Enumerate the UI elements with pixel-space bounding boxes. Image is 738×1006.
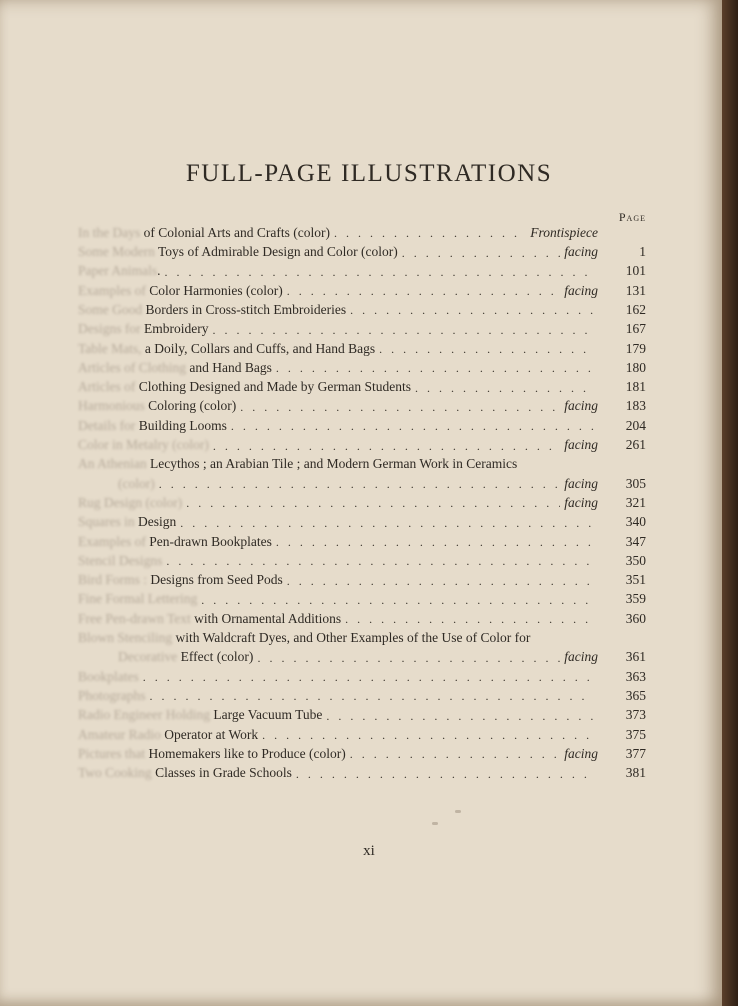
entry-title-continued — [78, 477, 155, 491]
entry-title-text: Lecythos ; an Arabian Tile ; and Modern German Work in Ceramics — [146, 456, 518, 472]
entry-title-faded: Paper Animals — [78, 263, 158, 279]
leader-dots — [296, 768, 594, 780]
entry-title-text: Color Harmonies (color) — [145, 282, 283, 298]
entry-title-faded: Stencil Designs — [78, 552, 163, 568]
entry-title — [78, 535, 272, 549]
leader-dots — [415, 382, 594, 394]
illustration-entry — [78, 490, 646, 509]
entry-title-faded: Table Mats, — [78, 340, 142, 356]
entry-title — [78, 631, 530, 645]
entry-title — [78, 515, 176, 529]
leader-dots — [350, 304, 594, 316]
entry-page-number: 162 — [625, 301, 646, 317]
entry-title — [78, 284, 283, 298]
entry-title-faded: In the Days — [78, 224, 141, 240]
entry-page-number: 363 — [625, 668, 646, 684]
entry-page-number: 373 — [625, 707, 646, 723]
entry-page-number: 347 — [625, 533, 646, 549]
illustration-entry — [78, 664, 646, 683]
paper-speck — [455, 810, 461, 813]
entry-title-faded: Designs for — [78, 321, 141, 337]
entry-title-text: and Hand Bags — [186, 359, 272, 375]
entry-page-number: 180 — [625, 359, 646, 375]
entry-title-text: a Doily, Collars and Cuffs, and Hand Bags — [141, 340, 376, 356]
leader-dots — [159, 478, 561, 490]
entry-title-faded: Pictures that — [78, 745, 146, 761]
entry-title — [78, 747, 346, 761]
entry-title — [78, 419, 227, 433]
leader-dots — [287, 575, 594, 587]
leader-dots — [165, 266, 595, 278]
illustration-entry-continued — [78, 471, 646, 490]
entry-title-faded: Radio Engineer Holding — [78, 707, 210, 723]
entry-title — [78, 264, 161, 278]
entry-facing: facing — [564, 649, 598, 665]
page-folio: xi — [363, 843, 375, 859]
leader-dots — [186, 497, 560, 509]
entry-title-faded: Examples of — [78, 533, 146, 549]
entry-facing: facing — [564, 244, 598, 260]
entry-page-number: 305 — [625, 475, 646, 491]
entry-title-faded: Bird Forms : — [78, 572, 148, 588]
entry-title-text: Toys of Admirable Design and Color (color) — [154, 244, 398, 260]
leader-dots — [166, 555, 594, 567]
entry-title — [78, 592, 197, 606]
illustration-entry — [78, 567, 646, 586]
entry-title — [78, 245, 398, 259]
entry-facing: facing — [564, 282, 598, 298]
leader-dots — [240, 401, 560, 413]
entry-page-number: 321 — [625, 494, 646, 510]
entry-page-number: 131 — [625, 282, 646, 298]
entry-title-text: with Ornamental Additions — [190, 610, 342, 626]
entry-facing: facing — [564, 494, 598, 510]
illustration-entry — [78, 452, 646, 471]
entry-title-faded: Some Good — [78, 301, 143, 317]
illustration-entry — [78, 548, 646, 567]
entry-title — [78, 708, 322, 722]
leader-dots — [287, 285, 561, 297]
leader-dots — [345, 613, 594, 625]
entry-title-text: Embroidery — [140, 321, 209, 337]
entry-page-number: 375 — [625, 726, 646, 742]
illustration-entry — [78, 355, 646, 374]
paper-speck — [432, 822, 438, 825]
entry-page-number: 167 — [625, 321, 646, 337]
entry-title — [78, 361, 272, 375]
leader-dots — [257, 652, 560, 664]
leader-dots — [180, 517, 594, 529]
entry-title-text: Borders in Cross-stitch Embroideries — [142, 301, 347, 317]
entry-title — [78, 303, 346, 317]
entry-title-continued — [78, 650, 253, 664]
entry-page-number: 1 — [639, 244, 646, 260]
entry-title-faded: Articles of — [78, 379, 136, 395]
entry-page-number: 351 — [625, 572, 646, 588]
entry-title — [78, 766, 292, 780]
illustration-entry — [78, 220, 646, 239]
entry-title — [78, 728, 258, 742]
entry-page-number: 381 — [625, 765, 646, 781]
entry-page-number: 183 — [625, 398, 646, 414]
entry-title-faded: Fine Formal Lettering — [78, 591, 198, 607]
illustration-entry — [78, 336, 646, 355]
entry-title-faded: Amateur Radio — [78, 726, 161, 742]
entry-title-faded: Free Pen-drawn Text — [78, 610, 191, 626]
entry-page-number: 350 — [625, 552, 646, 568]
entry-facing: facing — [564, 398, 598, 414]
entry-title — [78, 554, 162, 568]
entry-title-text: Design — [134, 514, 177, 530]
entry-continued-text: Effect (color) — [177, 649, 254, 665]
entry-page-number: 179 — [625, 340, 646, 356]
entry-facing: facing — [564, 475, 598, 491]
entry-title-text: Designs from Seed Pods — [147, 572, 283, 588]
entry-title-text: of Colonial Arts and Crafts (color) — [140, 224, 330, 240]
entry-title — [78, 380, 411, 394]
entry-continued-text: (color) — [118, 475, 155, 491]
entry-title-faded: Blown Stenciling — [78, 630, 173, 646]
illustration-entry — [78, 722, 646, 741]
illustration-entry — [78, 529, 646, 548]
leader-dots — [276, 536, 594, 548]
leader-dots — [262, 729, 594, 741]
entry-page-number: 181 — [625, 379, 646, 395]
illustration-entry-continued — [78, 645, 646, 664]
entry-facing: facing — [564, 437, 598, 453]
illustration-entry — [78, 741, 646, 760]
illustration-entry — [78, 606, 646, 625]
illustration-list — [78, 220, 646, 780]
leader-dots — [213, 440, 560, 452]
entry-title — [78, 670, 139, 684]
entry-title-text: Homemakers like to Produce (color) — [145, 745, 346, 761]
entry-title-faded: Some Modern — [78, 244, 155, 260]
entry-page-number: 261 — [625, 437, 646, 453]
entry-title — [78, 457, 517, 471]
entry-title — [78, 399, 236, 413]
illustration-entry — [78, 374, 646, 393]
illustration-entry — [78, 316, 646, 335]
entry-title-faded: Examples of — [78, 282, 146, 298]
entry-title-faded: Two Cooking — [78, 765, 152, 781]
illustration-entry — [78, 297, 646, 316]
entry-page-number: 340 — [625, 514, 646, 530]
leader-dots — [143, 671, 594, 683]
leader-dots — [402, 247, 560, 259]
entry-title-faded: Harmonious — [78, 398, 145, 414]
entry-page-number: 365 — [625, 687, 646, 703]
entry-continued-faded: Decorative — [118, 649, 178, 665]
entry-title — [78, 226, 330, 240]
entry-title-text: Classes in Grade Schools — [151, 765, 292, 781]
entry-title-text: Operator at Work — [160, 726, 259, 742]
entry-title-faded: Color in Metalry (color) — [78, 437, 209, 453]
entry-page-number: 361 — [625, 649, 646, 665]
illustration-entry — [78, 509, 646, 528]
entry-title — [78, 689, 146, 703]
leader-dots — [276, 362, 594, 374]
illustration-entry — [78, 625, 646, 644]
entry-title-text: Clothing Designed and Made by German Students — [135, 379, 411, 395]
entry-title-faded: An Athenian — [78, 456, 147, 472]
entry-page-number: 101 — [625, 263, 646, 279]
leader-dots — [150, 690, 595, 702]
entry-title-text: Pen-drawn Bookplates — [145, 533, 272, 549]
entry-page-number: 359 — [625, 591, 646, 607]
illustration-entry — [78, 413, 646, 432]
leader-dots — [231, 420, 594, 432]
entry-facing: Frontispiece — [530, 224, 598, 240]
entry-title — [78, 496, 182, 510]
entry-title-faded: Articles of Clothing — [78, 359, 186, 375]
entry-title-text: Large Vacuum Tube — [209, 707, 323, 723]
entry-page-number: 204 — [625, 417, 646, 433]
illustration-entry — [78, 259, 646, 278]
entry-title-faded: Rug Design (color) — [78, 494, 183, 510]
entry-page-number: 360 — [625, 610, 646, 626]
entry-title-faded: Squares in — [78, 514, 135, 530]
leader-dots — [201, 594, 594, 606]
entry-page-number: 377 — [625, 745, 646, 761]
leader-dots — [334, 227, 526, 239]
illustration-entry — [78, 702, 646, 721]
entry-title — [78, 612, 341, 626]
entry-title — [78, 322, 208, 336]
entry-title-text: Building Looms — [135, 417, 227, 433]
illustration-entry — [78, 587, 646, 606]
page-column-header: Page — [618, 210, 646, 224]
leader-dots — [212, 324, 594, 336]
entry-facing: facing — [564, 745, 598, 761]
entry-title-text: Coloring (color) — [144, 398, 237, 414]
leader-dots — [350, 748, 561, 760]
leader-dots — [379, 343, 594, 355]
illustration-entry — [78, 394, 646, 413]
entry-title — [78, 438, 209, 452]
entry-title-text: with Waldcraft Dyes, and Other Examples of the Use of Color for — [172, 630, 531, 646]
entry-title-text: . — [157, 263, 161, 279]
leader-dots — [326, 710, 594, 722]
illustration-entry — [78, 278, 646, 297]
entry-title-faded: Bookplates — [78, 668, 139, 684]
entry-title — [78, 342, 375, 356]
illustration-entry — [78, 760, 646, 779]
entry-title — [78, 573, 283, 587]
illustration-entry — [78, 239, 646, 258]
entry-title-faded: Photographs — [78, 687, 146, 703]
illustration-entry — [78, 432, 646, 451]
illustration-entry — [78, 683, 646, 702]
page-title: FULL-PAGE ILLUSTRATIONS — [185, 160, 553, 187]
entry-title-faded: Details for — [78, 417, 136, 433]
